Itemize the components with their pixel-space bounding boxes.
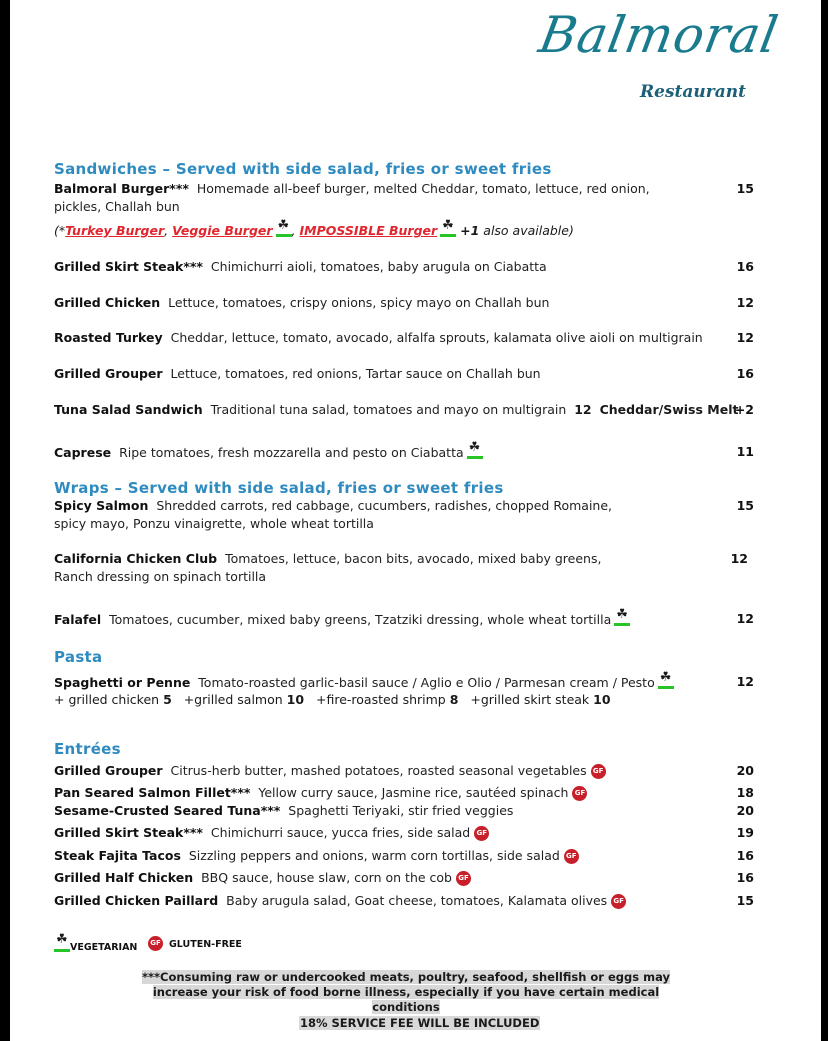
logo-subtitle: Restaurant (640, 82, 746, 102)
vegetarian-icon (276, 221, 292, 237)
alt-close: also available) (479, 223, 574, 238)
menu-item (54, 443, 754, 462)
item-price: 19 (736, 825, 754, 840)
item-desc: Yellow curry sauce, Jasmine rice, sautéed spinach (258, 785, 569, 800)
gluten-free-icon: GF (611, 894, 626, 909)
addon-label: +grilled salmon (183, 692, 283, 707)
item-name: Grilled Half Chicken (54, 870, 194, 885)
item-price: 16 (736, 259, 754, 274)
item-desc: Cheddar, lettuce, tomato, avocado, alfalfa sprouts, kalamata olive aioli on multigrain (170, 330, 703, 345)
legend-vegetarian (54, 936, 137, 953)
item-price: 12 (736, 674, 754, 689)
menu-item (54, 869, 754, 887)
gluten-free-icon: GF (474, 826, 489, 841)
menu-item (54, 784, 754, 802)
menu-item (54, 673, 754, 692)
menu-item (54, 610, 754, 629)
menu-item (54, 847, 754, 865)
item-price: 16 (736, 848, 754, 863)
item-name: California Chicken Club (54, 551, 218, 566)
item-desc: Citrus-herb butter, mashed potatoes, roasted seasonal vegetables (170, 763, 587, 778)
gluten-free-icon: GF (148, 936, 163, 951)
item-name: Spaghetti or Penne (54, 675, 191, 690)
menu-item (54, 762, 754, 780)
menu-item (54, 550, 754, 586)
alt-open: (* (54, 223, 66, 238)
alt-sep: , (164, 223, 173, 238)
item-name: Tuna Salad Sandwich (54, 402, 203, 417)
item-price: 20 (736, 763, 754, 778)
item-name: Grilled Skirt Steak*** (54, 825, 203, 840)
item-desc: Chimichurri aioli, tomatoes, baby arugula on Ciabatta (210, 259, 547, 274)
entrees-heading: Entrées (54, 740, 121, 758)
item-desc: Shredded carrots, red cabbage, cucumbers, radishes, chopped Romaine, spicy mayo, Ponzu vinaigrette, whole wheat tortilla (54, 498, 613, 531)
item-extra-price: +2 (734, 402, 754, 417)
pasta-heading: Pasta (54, 648, 103, 666)
burger-alternatives (54, 221, 574, 240)
item-name: Caprese (54, 445, 112, 460)
item-desc: Spaghetti Teriyaki, stir fried veggies (288, 803, 514, 818)
right-edge (821, 0, 828, 1041)
service-fee-note: 18% SERVICE FEE WILL BE INCLUDED (300, 1016, 540, 1030)
logo-name: Balmoral (534, 6, 783, 64)
left-edge (0, 0, 10, 1041)
item-desc: BBQ sauce, house slaw, corn on the cob (201, 870, 452, 885)
pasta-addons (54, 691, 754, 709)
food-safety-disclaimer (140, 970, 672, 1015)
disclaimer-line-2: increase your risk of food borne illness, especially if you have certain medical conditions (152, 985, 660, 1014)
item-desc: Tomatoes, cucumber, mixed baby greens, Tzatziki dressing, whole wheat tortilla (109, 612, 612, 627)
alt-impossible-burger: IMPOSSIBLE Burger (299, 223, 438, 238)
item-price: 12 (574, 402, 592, 417)
vegetarian-icon (467, 443, 483, 459)
gluten-free-icon: GF (564, 849, 579, 864)
menu-item (54, 824, 754, 842)
item-price: 15 (736, 893, 754, 908)
menu-item (54, 294, 754, 312)
vegetarian-icon (54, 936, 70, 952)
item-price: 20 (736, 803, 754, 818)
alt-veggie-burger: Veggie Burger (172, 223, 273, 238)
item-desc: Chimichurri sauce, yucca fries, side salad (210, 825, 471, 840)
menu-item (54, 258, 754, 276)
item-price: 15 (736, 181, 754, 196)
item-extra-name: Cheddar/Swiss Melt (599, 402, 739, 417)
item-name: Grilled Chicken Paillard (54, 893, 219, 908)
item-name: Steak Fajita Tacos (54, 848, 181, 863)
vegetarian-icon (614, 610, 630, 626)
disclaimer-line-1: ***Consuming raw or undercooked meats, poultry, seafood, shellfish or eggs may (142, 970, 670, 984)
menu-item (54, 802, 754, 820)
legend-gluten-free (148, 936, 242, 951)
item-name: Grilled Chicken (54, 295, 161, 310)
item-name: Grilled Skirt Steak*** (54, 259, 203, 274)
menu-item (54, 401, 754, 419)
menu-item (54, 180, 754, 216)
item-price: 16 (736, 870, 754, 885)
item-price: 18 (736, 785, 754, 800)
item-desc: Lettuce, tomatoes, red onions, Tartar sauce on Challah bun (170, 366, 541, 381)
item-desc: Sizzling peppers and onions, warm corn tortillas, side salad (188, 848, 560, 863)
sandwiches-heading: Sandwiches – Served with side salad, fries or sweet fries (54, 160, 552, 178)
addon-price: 10 (593, 692, 611, 707)
item-name: Balmoral Burger*** (54, 181, 189, 196)
menu-item (54, 892, 754, 910)
item-name: Roasted Turkey (54, 330, 163, 345)
item-name: Grilled Grouper (54, 366, 163, 381)
item-desc: Traditional tuna salad, tomatoes and mayo on multigrain (210, 402, 567, 417)
item-desc: Homemade all-beef burger, melted Cheddar, tomato, lettuce, red onion, pickles, Challah bun (54, 181, 650, 214)
addon-price: 8 (449, 692, 459, 707)
item-name: Pan Seared Salmon Fillet*** (54, 785, 251, 800)
addon-label: +fire-roasted shrimp (315, 692, 446, 707)
menu-item (54, 365, 754, 383)
alt-upcharge: +1 (460, 223, 480, 238)
addon-label: + grilled chicken (54, 692, 160, 707)
alt-sep: , (291, 223, 300, 238)
item-desc: Tomato-roasted garlic-basil sauce / Aglio e Olio / Parmesan cream / Pesto (198, 675, 655, 690)
item-name: Grilled Grouper (54, 763, 163, 778)
menu-item (54, 497, 754, 533)
addon-price: 10 (286, 692, 305, 707)
item-price: 12 (736, 330, 754, 345)
vegetarian-icon (658, 673, 674, 689)
item-price: 16 (736, 366, 754, 381)
item-desc: Baby arugula salad, Goat cheese, tomatoes, Kalamata olives (226, 893, 608, 908)
item-price: 11 (736, 444, 754, 459)
gluten-free-icon: GF (456, 871, 471, 886)
item-price: 12 (730, 551, 748, 566)
addon-label: +grilled skirt steak (470, 692, 590, 707)
item-name: Falafel (54, 612, 102, 627)
legend-vegetarian-label: VEGETARIAN (70, 942, 138, 953)
item-name: Sesame-Crusted Seared Tuna*** (54, 803, 281, 818)
item-price: 12 (736, 611, 754, 626)
item-desc: Ripe tomatoes, fresh mozzarella and pesto on Ciabatta (119, 445, 464, 460)
item-desc: Tomatoes, lettuce, bacon bits, avocado, mixed baby greens, Ranch dressing on spinach tortilla (54, 551, 602, 584)
gluten-free-icon: GF (572, 786, 587, 801)
item-name: Spicy Salmon (54, 498, 149, 513)
alt-turkey-burger: Turkey Burger (65, 223, 165, 238)
item-price: 15 (736, 498, 754, 513)
legend-gluten-free-label: GLUTEN-FREE (169, 939, 242, 950)
item-desc: Lettuce, tomatoes, crispy onions, spicy mayo on Challah bun (168, 295, 550, 310)
wraps-heading: Wraps – Served with side salad, fries or sweet fries (54, 479, 504, 497)
vegetarian-icon (440, 221, 456, 237)
gluten-free-icon: GF (591, 764, 606, 779)
item-price: 12 (736, 295, 754, 310)
addon-price: 5 (163, 692, 172, 707)
menu-item (54, 329, 754, 347)
